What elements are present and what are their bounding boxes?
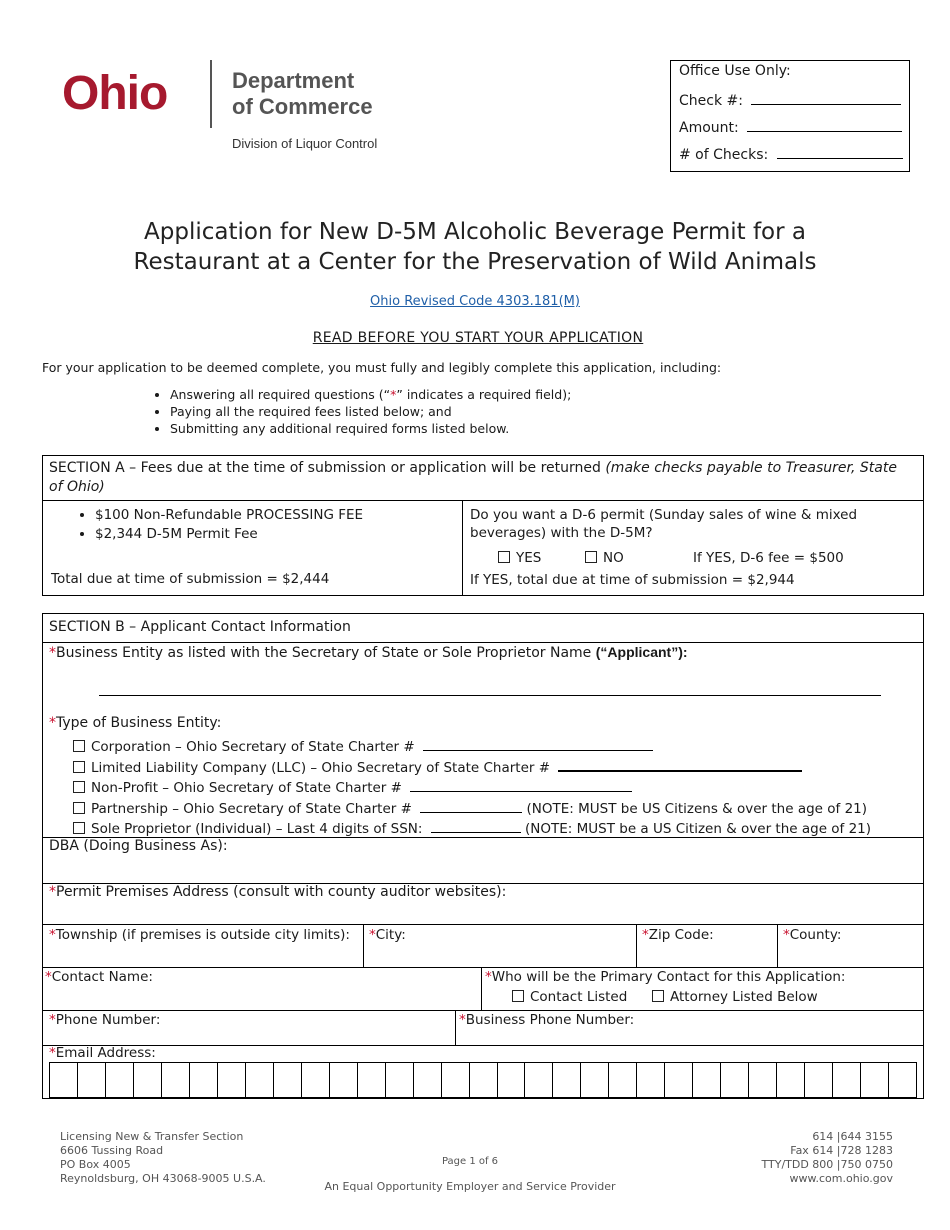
section-a-payable-note: (make checks payable to Treasurer, State of Ohio) [49, 460, 897, 495]
footer-website[interactable]: www.com.ohio.gov [789, 1172, 893, 1185]
primary-contact-label [485, 969, 845, 985]
required-star: * [45, 969, 52, 985]
county-text: County: [789, 927, 842, 943]
township-label [49, 927, 350, 943]
required-star: * [49, 1012, 56, 1028]
primary-contact-text: Who will be the Primary Contact for this Application: [491, 969, 846, 985]
section-a-col-divider [462, 500, 463, 595]
email-char-box[interactable] [106, 1063, 134, 1097]
email-char-box[interactable] [609, 1063, 637, 1097]
email-char-box[interactable] [246, 1063, 274, 1097]
premises-address-label [49, 884, 506, 900]
partnership-note: (NOTE: MUST be US Citizens & over the age of 21) [526, 801, 868, 817]
llc-label: Limited Liability Company (LLC) – Ohio Secretary of State Charter # [91, 760, 551, 776]
attorney-listed-checkbox[interactable] [652, 990, 664, 1002]
email-char-box[interactable] [50, 1063, 78, 1097]
equal-opportunity: An Equal Opportunity Employer and Service Provider [324, 1180, 616, 1193]
entity-partnership[interactable] [73, 798, 867, 817]
dba-label: DBA (Doing Business As): [49, 838, 228, 854]
required-star: * [49, 927, 56, 943]
d6-yes-checkbox[interactable] [498, 551, 510, 563]
contact-listed-option[interactable] [512, 989, 627, 1005]
premises-address-text: Permit Premises Address (consult with county auditor websites): [56, 884, 507, 900]
business-phone-label [459, 1012, 634, 1028]
city-label [369, 927, 406, 943]
required-star: * [369, 927, 376, 943]
d6-total: If YES, total due at time of submission = $2,944 [470, 572, 795, 588]
email-char-box[interactable] [358, 1063, 386, 1097]
requirement-item: • Submitting any additional required forms listed below. [170, 420, 571, 437]
permit-fee: • $2,344 D-5M Permit Fee [95, 525, 363, 544]
county-label [783, 927, 841, 943]
page-title [0, 217, 950, 277]
email-char-box[interactable] [386, 1063, 414, 1097]
partnership-label: Partnership – Ohio Secretary of State Charter # [91, 801, 412, 817]
email-char-box[interactable] [274, 1063, 302, 1097]
required-star: * [49, 884, 56, 900]
intro-text: For your application to be deemed complete, you must fully and legibly complete this application, including: [42, 360, 722, 375]
row-divider [43, 924, 923, 925]
llc-charter-field[interactable] [558, 756, 802, 772]
contact-listed-checkbox[interactable] [512, 990, 524, 1002]
entity-nonprofit[interactable] [73, 777, 632, 796]
checks-count-row [679, 144, 903, 163]
email-char-box[interactable] [721, 1063, 749, 1097]
email-char-box[interactable] [777, 1063, 805, 1097]
d6-no-label: NO [603, 550, 624, 566]
footer-po-box: PO Box 4005 [60, 1158, 131, 1171]
email-char-box[interactable] [442, 1063, 470, 1097]
partnership-charter-field[interactable] [420, 798, 522, 813]
email-char-box[interactable] [693, 1063, 721, 1097]
required-star: * [49, 715, 56, 731]
email-char-box[interactable] [581, 1063, 609, 1097]
email-label [49, 1045, 156, 1061]
title-line2: Restaurant at a Center for the Preservation of Wild Animals [133, 249, 817, 275]
sole-proprietor-checkbox[interactable] [73, 822, 85, 834]
email-text: Email Address: [55, 1045, 156, 1061]
email-char-box[interactable] [525, 1063, 553, 1097]
col-divider [636, 924, 637, 967]
email-char-box[interactable] [665, 1063, 693, 1097]
d6-question: Do you want a D-6 permit (Sunday sales of wine & mixed beverages) with the D-5M? [470, 507, 858, 541]
business-entity-label [49, 644, 688, 661]
nonprofit-checkbox[interactable] [73, 781, 85, 793]
contact-name-label [45, 969, 153, 985]
email-char-box[interactable] [162, 1063, 190, 1097]
email-char-box[interactable] [134, 1063, 162, 1097]
d6-no-checkbox[interactable] [585, 551, 597, 563]
checks-count-field[interactable] [777, 144, 903, 159]
col-divider [455, 1010, 456, 1045]
entity-sole-proprietor[interactable] [73, 818, 871, 837]
required-star: * [783, 927, 790, 943]
footer-fax: Fax 614 |728 1283 [790, 1144, 893, 1157]
contact-listed-label: Contact Listed [530, 989, 628, 1005]
email-char-box[interactable] [78, 1063, 106, 1097]
email-char-box[interactable] [330, 1063, 358, 1097]
email-char-box[interactable] [749, 1063, 777, 1097]
required-star: * [49, 645, 56, 661]
section-b [42, 613, 924, 1099]
d6-yes-label: YES [516, 550, 542, 566]
required-star: * [390, 387, 397, 402]
check-number-field[interactable] [751, 90, 901, 105]
email-char-box[interactable] [889, 1063, 916, 1097]
fee-list [55, 506, 363, 544]
division-name: Division of Liquor Control [232, 136, 378, 151]
office-use-title: Office Use Only: [679, 63, 791, 79]
corporation-checkbox[interactable] [73, 740, 85, 752]
footer-section: Licensing New & Transfer Section [60, 1130, 244, 1143]
page-number: Page 1 of 6 [441, 1156, 499, 1167]
business-entity-field[interactable] [99, 695, 881, 696]
section-a-heading [49, 459, 909, 497]
row-divider [43, 967, 923, 968]
processing-fee: • $100 Non-Refundable PROCESSING FEE [95, 506, 363, 525]
corporation-charter-field[interactable] [423, 736, 653, 751]
logo-divider [210, 60, 212, 128]
footer-contact [761, 1130, 893, 1186]
section-b-heading: SECTION B – Applicant Contact Information [49, 619, 351, 635]
row-divider [43, 1010, 923, 1011]
footer-tty: TTY/TDD 800 |750 0750 [761, 1158, 893, 1171]
township-text: Township (if premises is outside city limits): [55, 927, 350, 943]
sole-proprietor-label: Sole Proprietor (Individual) – Last 4 digits of SSN: [91, 821, 423, 837]
required-star: * [485, 969, 492, 985]
title-line1: Application for New D-5M Alcoholic Beverage Permit for a [144, 219, 806, 245]
requirement-item [170, 386, 571, 403]
required-star: * [459, 1012, 466, 1028]
nonprofit-charter-field[interactable] [410, 777, 632, 792]
entity-llc[interactable] [73, 756, 802, 776]
amount-field[interactable] [747, 117, 902, 132]
requirements-list [148, 386, 571, 437]
required-star: * [642, 927, 649, 943]
footer-city: Reynoldsburg, OH 43068-9005 U.S.A. [60, 1172, 266, 1185]
d6-fee: If YES, D-6 fee = $500 [693, 550, 844, 566]
department-line2: of Commerce [232, 94, 373, 119]
email-char-box[interactable] [637, 1063, 665, 1097]
llc-checkbox[interactable] [73, 761, 85, 773]
contact-name-text: Contact Name: [51, 969, 153, 985]
department-line1: Department [232, 68, 355, 93]
email-char-box[interactable] [833, 1063, 861, 1097]
revised-code-link[interactable]: Ohio Revised Code 4303.181(M) [370, 294, 580, 309]
partnership-checkbox[interactable] [73, 802, 85, 814]
check-number-row [679, 90, 901, 109]
check-number-label: Check #: [679, 93, 743, 109]
d6-yes-option[interactable] [498, 550, 541, 566]
applicant-label: (“Applicant”): [595, 644, 688, 660]
zip-label [642, 927, 714, 943]
business-type-label [49, 715, 221, 731]
business-type-text: Type of Business Entity: [56, 715, 222, 731]
email-char-box[interactable] [414, 1063, 442, 1097]
email-char-box[interactable] [302, 1063, 330, 1097]
email-char-box[interactable] [861, 1063, 889, 1097]
phone-label [49, 1012, 160, 1028]
section-a-title: SECTION A – Fees due at the time of submission or application will be returned [49, 460, 601, 476]
ohio-logo: Ohio [62, 67, 168, 120]
phone-text: Phone Number: [55, 1012, 161, 1028]
department-name [232, 68, 373, 120]
row-divider [43, 642, 923, 643]
read-before-heading: READ BEFORE YOU START YOUR APPLICATION [312, 330, 644, 346]
row-divider [43, 1045, 923, 1046]
attorney-listed-option[interactable] [652, 989, 818, 1005]
ssn-digits-field[interactable] [431, 818, 521, 833]
requirement-text-end: ” indicates a required field); [396, 387, 572, 402]
col-divider [363, 924, 364, 967]
sole-proprietor-note: (NOTE: MUST be a US Citizen & over the age of 21) [525, 821, 872, 837]
zip-text: Zip Code: [648, 927, 714, 943]
footer-street: 6606 Tussing Road [60, 1144, 164, 1157]
nonprofit-label: Non-Profit – Ohio Secretary of State Charter # [91, 780, 402, 796]
entity-corporation[interactable] [73, 736, 653, 755]
required-star: * [49, 1045, 56, 1061]
email-char-box[interactable] [470, 1063, 498, 1097]
email-input-grid[interactable] [49, 1062, 917, 1098]
col-divider [777, 924, 778, 967]
d6-no-option[interactable] [585, 550, 624, 566]
requirement-item: • Paying all the required fees listed below; and [170, 403, 571, 420]
city-text: City: [375, 927, 406, 943]
business-entity-text: Business Entity as listed with the Secretary of State or Sole Proprietor Name [56, 645, 592, 661]
section-a [42, 455, 924, 596]
col-divider [481, 967, 482, 1010]
business-phone-text: Business Phone Number: [465, 1012, 635, 1028]
corporation-label: Corporation – Ohio Secretary of State Charter # [91, 739, 415, 755]
requirement-text: Answering all required questions (“ [170, 387, 391, 402]
amount-label: Amount: [679, 120, 739, 136]
amount-row [679, 117, 902, 136]
attorney-listed-label: Attorney Listed Below [670, 989, 818, 1005]
email-char-box[interactable] [553, 1063, 581, 1097]
email-char-box[interactable] [190, 1063, 218, 1097]
section-a-divider [43, 500, 923, 501]
office-use-box [670, 60, 910, 172]
email-char-box[interactable] [218, 1063, 246, 1097]
total-due: Total due at time of submission = $2,444 [51, 571, 330, 587]
footer-phone: 614 |644 3155 [812, 1130, 893, 1143]
checks-count-label: # of Checks: [679, 147, 769, 163]
email-char-box[interactable] [498, 1063, 526, 1097]
email-char-box[interactable] [805, 1063, 833, 1097]
